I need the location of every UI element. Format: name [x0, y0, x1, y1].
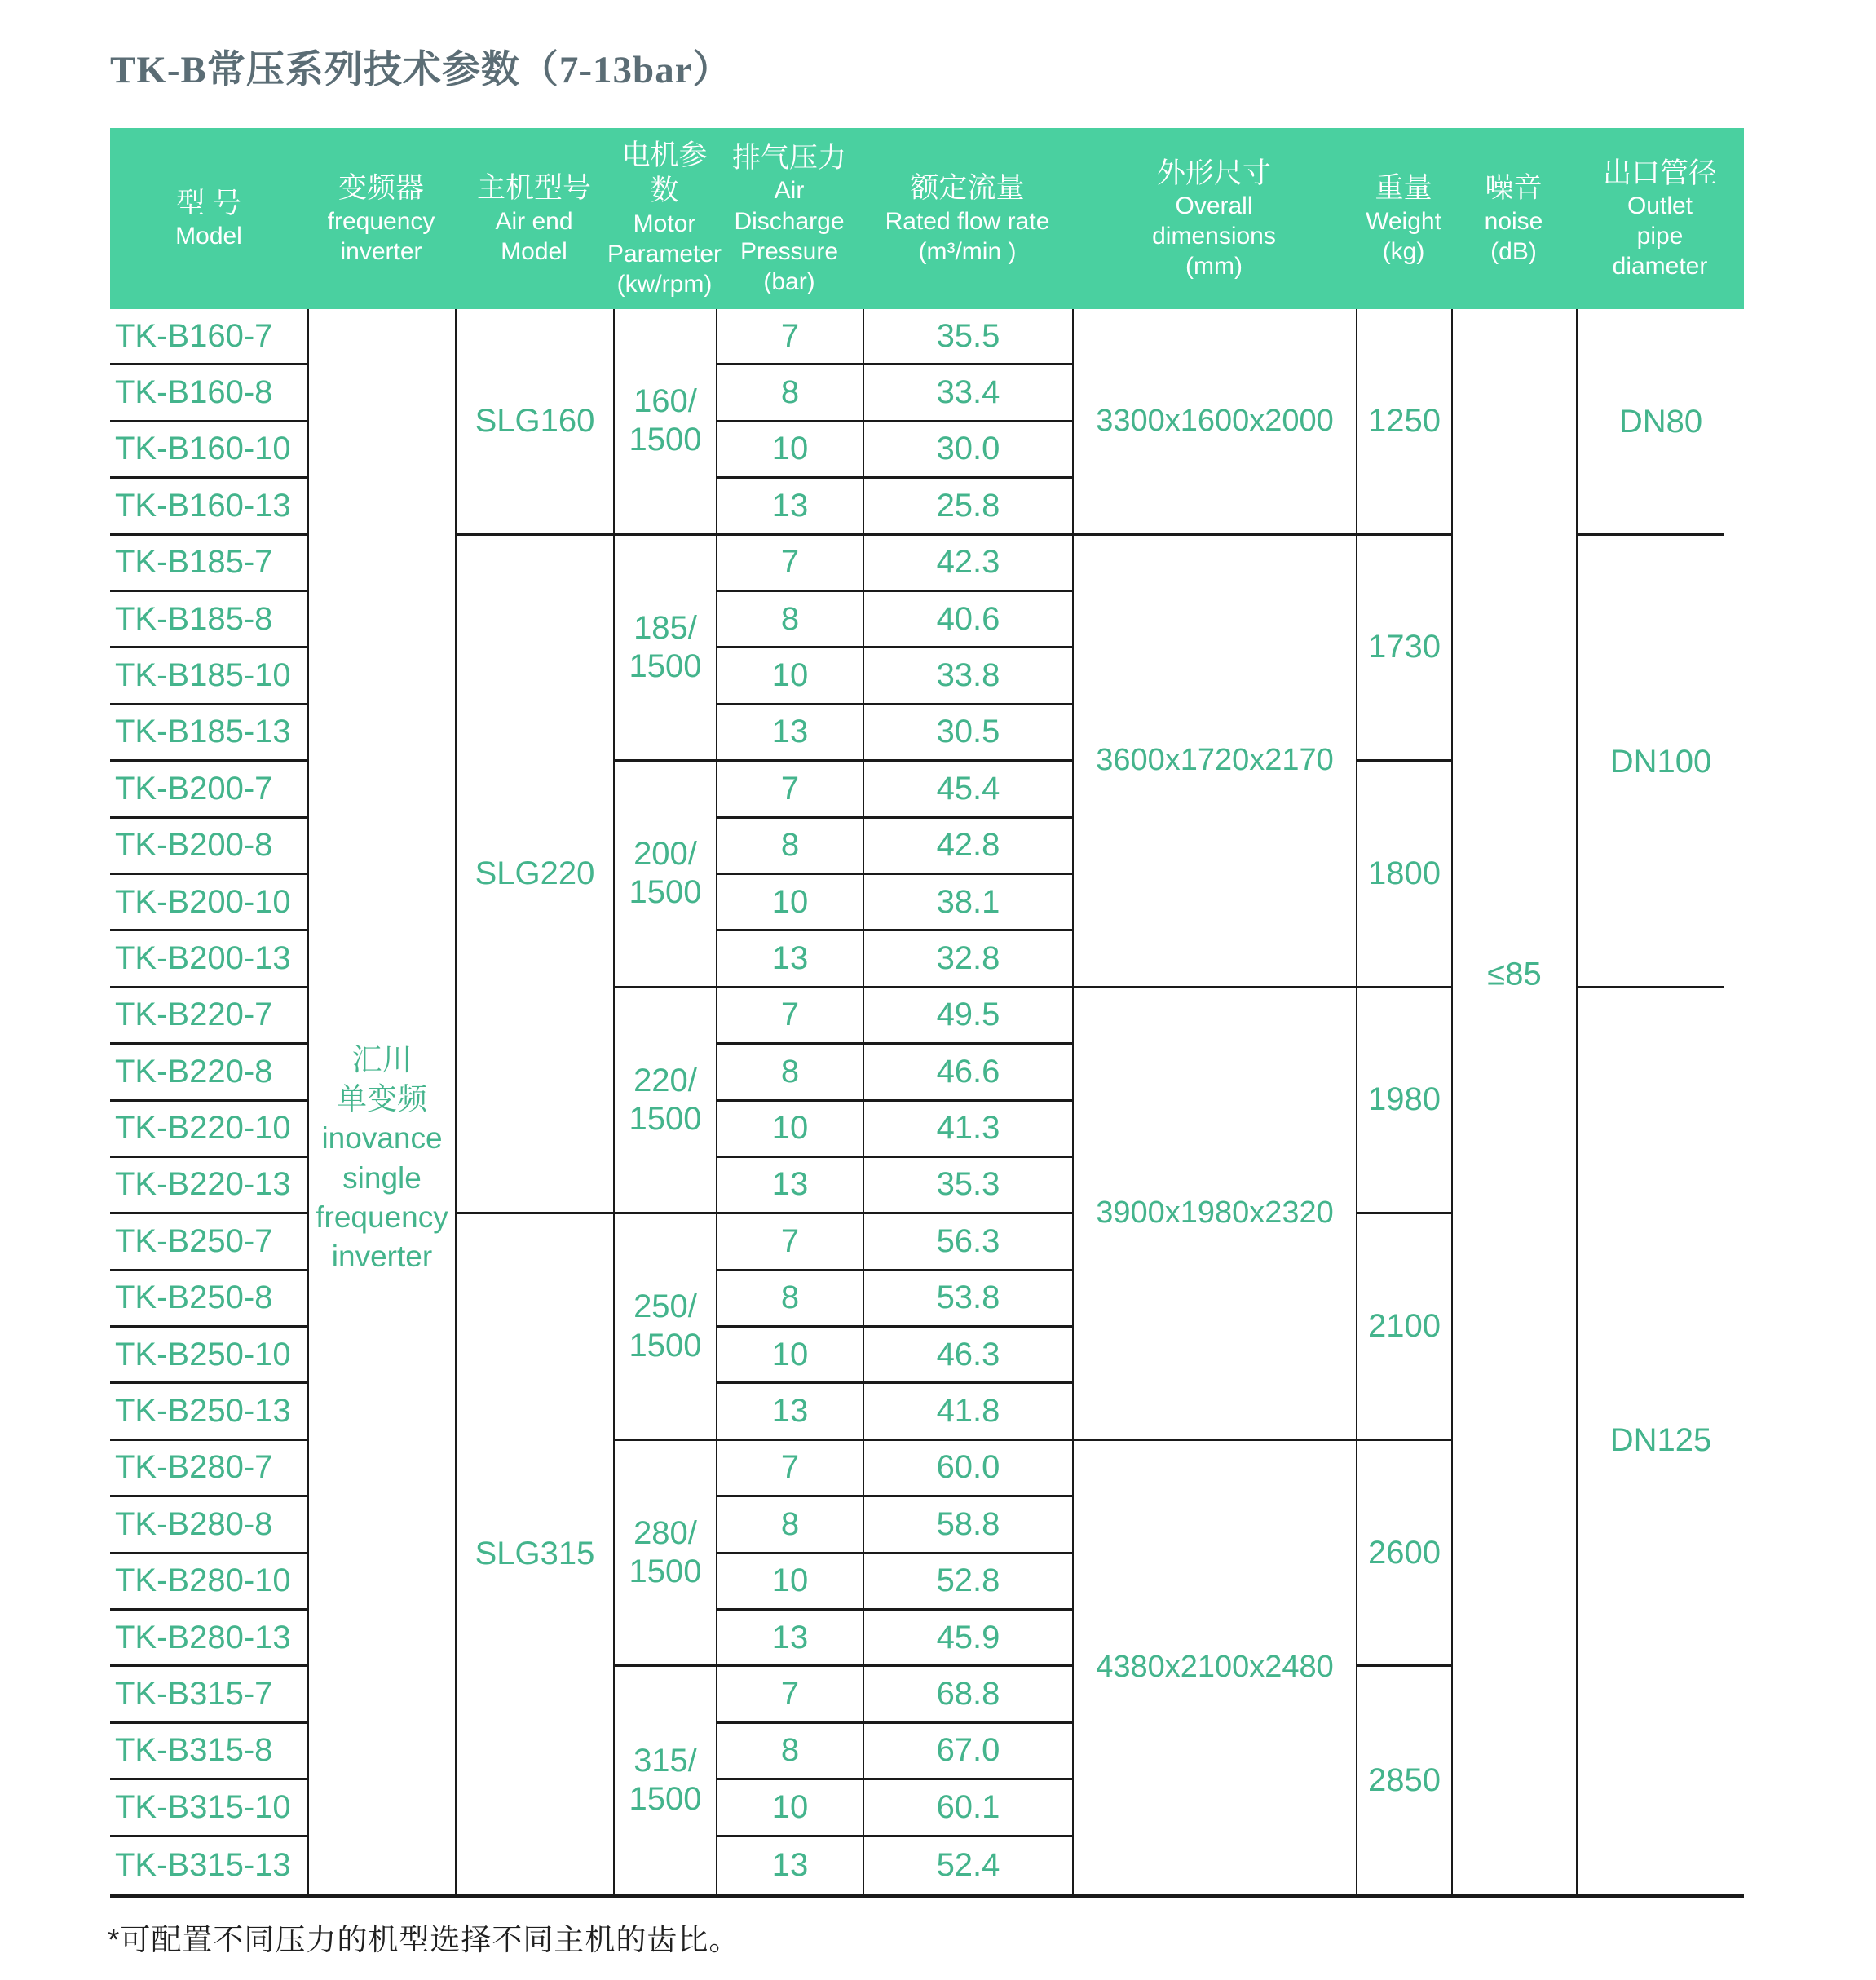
header-en-label: Pressure	[739, 237, 839, 265]
flow-cell	[863, 1724, 1072, 1780]
header-en-label: Air end	[495, 207, 573, 235]
pressure-cell-text: 7	[780, 317, 800, 354]
model-cell-text: TK-B200-8	[115, 827, 273, 864]
motor-parameter-cell	[613, 1441, 716, 1668]
pressure-cell	[716, 819, 863, 875]
header-en-label: dimensions	[1152, 223, 1276, 250]
header-en-label: (kg)	[1382, 237, 1425, 265]
header-en-label: (kw/rpm)	[616, 270, 713, 298]
header-en-label: (dB)	[1490, 237, 1537, 265]
dimensions-cell	[1072, 536, 1356, 988]
pressure-cell	[716, 1780, 863, 1836]
model-cell-text: TK-B220-8	[115, 1053, 273, 1089]
flow-cell-text: 45.4	[936, 770, 1000, 807]
air-end-cell	[455, 309, 613, 536]
flow-cell	[863, 1611, 1072, 1667]
motor-parameter-cell-text: 220/	[633, 1062, 697, 1098]
header-zh-label: 排气压力	[731, 141, 846, 174]
model-cell-text: TK-B250-7	[115, 1222, 273, 1259]
model-cell-text: TK-B220-13	[115, 1166, 291, 1203]
flow-cell-text: 33.8	[936, 656, 1000, 693]
pressure-cell-text: 8	[780, 827, 800, 864]
model-cell	[110, 1158, 307, 1214]
model-cell	[110, 1837, 307, 1894]
model-cell-text: TK-B185-8	[115, 600, 273, 637]
outlet-diameter-cell	[1576, 536, 1744, 988]
pressure-cell-text: 13	[771, 1393, 809, 1430]
flow-cell	[863, 819, 1072, 875]
model-cell-text: TK-B185-10	[115, 656, 291, 693]
flow-cell-text: 45.9	[936, 1619, 1000, 1655]
frequency-inverter-cell-text: 单变频	[337, 1082, 427, 1116]
model-cell	[110, 592, 307, 648]
flow-cell	[863, 875, 1072, 931]
pressure-cell-text: 10	[771, 883, 809, 920]
pressure-cell	[716, 648, 863, 705]
pressure-cell	[716, 762, 863, 818]
pressure-cell-text: 7	[780, 544, 800, 581]
flow-cell	[863, 988, 1072, 1045]
frequency-inverter-cell-text: single	[342, 1160, 422, 1195]
air-end-cell	[455, 536, 613, 1215]
header-col-inverter	[307, 170, 455, 267]
header-zh-label: 外形尺寸	[1156, 157, 1271, 189]
motor-parameter-cell	[613, 988, 716, 1215]
motor-parameter-cell-text: 280/	[633, 1514, 697, 1551]
flow-cell-text: 41.8	[936, 1393, 1000, 1430]
header-zh-label: 重量	[1375, 172, 1432, 205]
header-en-label: inverter	[340, 237, 422, 265]
motor-parameter-cell	[613, 536, 716, 762]
weight-cell-text: 2600	[1368, 1534, 1441, 1571]
weight-cell-text: 1800	[1368, 855, 1441, 891]
weight-cell-text: 1730	[1368, 629, 1441, 665]
flow-cell	[863, 1102, 1072, 1158]
flow-cell-text: 25.8	[936, 487, 1000, 524]
pressure-cell	[716, 1497, 863, 1554]
motor-parameter-cell-text: 250/	[633, 1288, 697, 1325]
flow-cell	[863, 309, 1072, 365]
outlet-diameter-cell-text: DN100	[1609, 743, 1712, 780]
dimensions-cell	[1072, 309, 1356, 536]
motor-parameter-cell-text: 1500	[629, 1781, 702, 1818]
header-en-label: (mm)	[1185, 253, 1243, 281]
dimensions-cell-text: 3300x1600x2000	[1096, 403, 1334, 438]
header-zh-label: 变频器	[338, 172, 424, 205]
pressure-cell	[716, 988, 863, 1045]
header-col-motor	[607, 138, 722, 299]
weight-cell	[1356, 1667, 1451, 1894]
flow-cell	[863, 1271, 1072, 1328]
model-cell-text: TK-B315-8	[115, 1732, 273, 1769]
model-cell	[110, 536, 307, 592]
flow-cell-text: 52.8	[936, 1562, 1000, 1599]
noise-value: ≤85	[1487, 956, 1542, 992]
air-end-cell-text: SLG220	[475, 855, 595, 891]
motor-parameter-cell-text: 200/	[633, 836, 697, 873]
motor-parameter-cell-text: 1500	[629, 1327, 702, 1363]
pressure-cell-text: 8	[780, 600, 800, 637]
frequency-inverter-cell-text: frequency	[316, 1200, 448, 1234]
motor-parameter-cell-text: 1500	[629, 422, 702, 458]
outlet-diameter-cell	[1576, 309, 1744, 536]
pressure-cell	[716, 1611, 863, 1667]
model-cell	[110, 988, 307, 1045]
pressure-cell-text: 13	[771, 1619, 809, 1655]
pressure-cell-text: 8	[780, 1505, 800, 1542]
pressure-cell-text: 7	[780, 997, 800, 1033]
motor-parameter-cell-text: 1500	[629, 1554, 702, 1590]
model-cell-text: TK-B185-13	[115, 714, 291, 750]
pressure-cell-text: 8	[780, 1279, 800, 1316]
header-en-label: frequency	[327, 207, 435, 235]
pressure-cell-text: 10	[771, 656, 809, 693]
model-cell	[110, 931, 307, 988]
table-body	[110, 309, 1744, 1898]
header-zh-label: 额定流量	[910, 172, 1025, 205]
model-cell-text: TK-B220-7	[115, 997, 273, 1033]
model-cell-text: TK-B280-13	[115, 1619, 291, 1655]
flow-cell	[863, 1554, 1072, 1611]
header-en-label: Discharge	[734, 207, 845, 235]
table-header-row	[110, 128, 1744, 309]
footnote: *可配置不同压力的机型选择不同主机的齿比。	[108, 1923, 740, 1956]
flow-cell	[863, 762, 1072, 818]
pressure-cell	[716, 875, 863, 931]
weight-cell	[1356, 309, 1451, 536]
flow-cell-text: 30.0	[936, 431, 1000, 467]
flow-cell	[863, 1214, 1072, 1271]
pressure-cell	[716, 1667, 863, 1723]
header-en-label: Model	[175, 223, 242, 250]
flow-cell	[863, 592, 1072, 648]
pressure-cell	[716, 931, 863, 988]
model-cell	[110, 365, 307, 422]
motor-parameter-cell	[613, 762, 716, 988]
flow-cell	[863, 479, 1072, 535]
frequency-inverter-cell-text: inovance	[321, 1121, 443, 1156]
flow-cell	[863, 931, 1072, 988]
model-cell	[110, 1611, 307, 1667]
pressure-cell-text: 13	[771, 939, 809, 976]
model-cell-text: TK-B160-8	[115, 373, 273, 410]
flow-cell-text: 53.8	[936, 1279, 1000, 1316]
header-en-label: noise	[1484, 207, 1543, 235]
header-col-outlet	[1576, 156, 1744, 282]
weight-cell-text: 2850	[1368, 1761, 1441, 1798]
pressure-cell-text: 10	[771, 1788, 809, 1825]
flow-cell	[863, 536, 1072, 592]
flow-cell	[863, 422, 1072, 479]
pressure-cell	[716, 479, 863, 535]
flow-cell	[863, 1497, 1072, 1554]
pressure-cell	[716, 1384, 863, 1440]
pressure-cell	[716, 1158, 863, 1214]
flow-cell-text: 30.5	[936, 714, 1000, 750]
header-zh-label: 主机型号	[476, 172, 591, 205]
model-cell-text: TK-B315-10	[115, 1788, 291, 1825]
flow-cell	[863, 1328, 1072, 1384]
header-zh-label: 出口管径	[1602, 157, 1717, 189]
weight-cell	[1356, 1214, 1451, 1441]
flow-cell-text: 41.3	[936, 1110, 1000, 1147]
pressure-cell-text: 13	[771, 714, 809, 750]
flow-cell	[863, 1158, 1072, 1214]
pressure-cell	[716, 705, 863, 762]
weight-cell-text: 2100	[1368, 1307, 1441, 1344]
flow-cell-text: 42.8	[936, 827, 1000, 864]
model-cell	[110, 1328, 307, 1384]
model-cell	[110, 819, 307, 875]
header-col-noise	[1451, 170, 1576, 267]
model-cell	[110, 1102, 307, 1158]
header-col-model	[110, 186, 307, 252]
header-en-label: Overall	[1175, 192, 1253, 219]
model-cell	[110, 648, 307, 705]
motor-parameter-cell-text: 1500	[629, 647, 702, 684]
model-cell	[110, 1045, 307, 1101]
weight-cell	[1356, 988, 1451, 1215]
weight-cell	[1356, 1441, 1451, 1668]
weight-cell-text: 1980	[1368, 1081, 1441, 1118]
flow-cell	[863, 1045, 1072, 1101]
outlet-diameter-cell	[1576, 988, 1744, 1894]
flow-cell-text: 60.1	[936, 1788, 1000, 1825]
flow-cell-text: 32.8	[936, 939, 1000, 976]
flow-cell-text: 46.6	[936, 1053, 1000, 1089]
model-cell	[110, 1780, 307, 1836]
flow-cell-text: 38.1	[936, 883, 1000, 920]
model-cell-text: TK-B185-7	[115, 544, 273, 581]
pressure-cell-text: 7	[780, 1676, 800, 1713]
flow-cell	[863, 1667, 1072, 1723]
motor-parameter-cell-text: 160/	[633, 383, 697, 420]
motor-parameter-cell	[613, 1667, 716, 1894]
pressure-cell	[716, 1441, 863, 1497]
outlet-diameter-cell-text: DN80	[1618, 404, 1703, 440]
air-end-cell-text: SLG315	[475, 1536, 595, 1572]
pressure-cell	[716, 592, 863, 648]
weight-cell	[1356, 536, 1451, 762]
flow-cell-text: 67.0	[936, 1732, 1000, 1769]
air-end-cell-text: SLG160	[475, 402, 595, 439]
motor-parameter-cell	[613, 1214, 716, 1441]
header-en-label: Outlet	[1627, 192, 1693, 219]
model-cell-text: TK-B200-13	[115, 939, 291, 976]
flow-cell-text: 56.3	[936, 1222, 1000, 1259]
pressure-cell	[716, 1724, 863, 1780]
model-cell	[110, 1214, 307, 1271]
flow-cell-text: 58.8	[936, 1505, 1000, 1542]
pressure-cell-text: 10	[771, 1562, 809, 1599]
flow-cell-text: 40.6	[936, 600, 1000, 637]
weight-cell-text: 1250	[1368, 402, 1441, 439]
pressure-cell	[716, 1102, 863, 1158]
model-cell	[110, 705, 307, 762]
frequency-inverter-cell	[307, 309, 455, 1894]
pressure-cell-text: 13	[771, 487, 809, 524]
header-zh-label: 电机参数	[621, 139, 708, 207]
model-cell-text: TK-B280-8	[115, 1505, 273, 1542]
flow-cell	[863, 705, 1072, 762]
header-en-label: (m³/min )	[918, 237, 1017, 265]
header-zh-label: 噪音	[1485, 172, 1543, 205]
header-en-label: Air	[774, 177, 805, 205]
header-en-label: pipe	[1636, 223, 1684, 250]
motor-parameter-cell-text: 315/	[633, 1743, 697, 1779]
header-en-label: Parameter	[607, 240, 722, 267]
header-en-label: Model	[501, 237, 567, 265]
air-end-cell	[455, 1214, 613, 1894]
flow-cell-text: 35.3	[936, 1166, 1000, 1203]
header-col-dims	[1072, 156, 1356, 282]
header-en-label: Motor	[633, 210, 696, 237]
dimensions-cell-text: 4380x2100x2480	[1096, 1650, 1334, 1684]
flow-cell-text: 52.4	[936, 1846, 1000, 1883]
header-col-air-end	[455, 170, 613, 267]
model-cell	[110, 875, 307, 931]
flow-cell	[863, 1441, 1072, 1497]
flow-cell-text: 35.5	[936, 317, 1000, 354]
motor-parameter-cell	[613, 309, 716, 536]
model-cell-text: TK-B160-13	[115, 487, 291, 524]
pressure-cell	[716, 1045, 863, 1101]
header-col-flow	[863, 170, 1072, 267]
spec-table	[110, 128, 1744, 1898]
model-cell	[110, 1271, 307, 1328]
pressure-cell-text: 13	[771, 1846, 809, 1883]
flow-cell-text: 60.0	[936, 1449, 1000, 1486]
flow-cell	[863, 365, 1072, 422]
model-cell-text: TK-B200-7	[115, 770, 273, 807]
model-cell	[110, 1667, 307, 1723]
motor-parameter-cell-text: 185/	[633, 609, 697, 646]
pressure-cell	[716, 309, 863, 365]
model-cell	[110, 1384, 307, 1440]
pressure-cell	[716, 422, 863, 479]
pressure-cell	[716, 365, 863, 422]
model-cell	[110, 1441, 307, 1497]
pressure-cell-text: 10	[771, 431, 809, 467]
weight-cell	[1356, 762, 1451, 988]
page-title: TK-B常压系列技术参数（7-13bar）	[110, 49, 732, 91]
model-cell-text: TK-B250-10	[115, 1336, 291, 1372]
model-cell-text: TK-B315-7	[115, 1676, 273, 1713]
flow-cell-text: 46.3	[936, 1336, 1000, 1372]
pressure-cell-text: 8	[780, 1053, 800, 1089]
pressure-cell-text: 8	[780, 373, 800, 410]
header-en-label: diameter	[1612, 253, 1708, 281]
flow-cell	[863, 1837, 1072, 1894]
pressure-cell-text: 10	[771, 1336, 809, 1372]
header-en-label: Rated flow rate	[885, 207, 1050, 235]
model-cell-text: TK-B220-10	[115, 1110, 291, 1147]
flow-cell-text: 68.8	[936, 1676, 1000, 1713]
model-cell	[110, 762, 307, 818]
flow-cell-text: 33.4	[936, 373, 1000, 410]
flow-cell	[863, 1780, 1072, 1836]
model-cell-text: TK-B160-10	[115, 431, 291, 467]
flow-cell	[863, 1384, 1072, 1440]
model-cell	[110, 1554, 307, 1611]
model-cell-text: TK-B200-10	[115, 883, 291, 920]
pressure-cell	[716, 1214, 863, 1271]
dimensions-cell	[1072, 988, 1356, 1441]
header-zh-label: 型 号	[176, 187, 241, 219]
model-cell-text: TK-B280-10	[115, 1562, 291, 1599]
flow-cell	[863, 648, 1072, 705]
pressure-cell-text: 7	[780, 770, 800, 807]
flow-cell-text: 49.5	[936, 997, 1000, 1033]
header-en-label: (bar)	[763, 267, 815, 295]
pressure-cell-text: 13	[771, 1166, 809, 1203]
motor-parameter-cell-text: 1500	[629, 1100, 702, 1137]
frequency-inverter-cell-text: 汇川	[351, 1043, 413, 1077]
dimensions-cell	[1072, 1441, 1356, 1894]
pressure-cell	[716, 1328, 863, 1384]
dimensions-cell-text: 3900x1980x2320	[1096, 1196, 1334, 1231]
model-cell	[110, 309, 307, 365]
header-en-label: Weight	[1366, 207, 1441, 235]
outlet-diameter-cell-text: DN125	[1609, 1422, 1712, 1459]
pressure-cell	[716, 1554, 863, 1611]
header-col-weight	[1356, 170, 1451, 267]
header-col-pressure	[716, 140, 863, 297]
model-cell-text: TK-B250-13	[115, 1393, 291, 1430]
noise-cell	[1451, 309, 1576, 1894]
model-cell-text: TK-B250-8	[115, 1279, 273, 1316]
dimensions-cell-text: 3600x1720x2170	[1096, 743, 1334, 778]
pressure-cell-text: 10	[771, 1110, 809, 1147]
model-cell	[110, 1497, 307, 1554]
pressure-cell	[716, 1837, 863, 1894]
frequency-inverter-cell-text: inverter	[331, 1239, 433, 1273]
model-cell-text: TK-B160-7	[115, 317, 273, 354]
model-cell	[110, 1724, 307, 1780]
pressure-cell-text: 7	[780, 1449, 800, 1486]
pressure-cell-text: 7	[780, 1222, 800, 1259]
model-cell-text: TK-B280-7	[115, 1449, 273, 1486]
motor-parameter-cell-text: 1500	[629, 874, 702, 911]
pressure-cell	[716, 536, 863, 592]
pressure-cell	[716, 1271, 863, 1328]
pressure-cell-text: 8	[780, 1732, 800, 1769]
model-cell	[110, 479, 307, 535]
model-cell-text: TK-B315-13	[115, 1846, 291, 1883]
model-cell	[110, 422, 307, 479]
flow-cell-text: 42.3	[936, 544, 1000, 581]
